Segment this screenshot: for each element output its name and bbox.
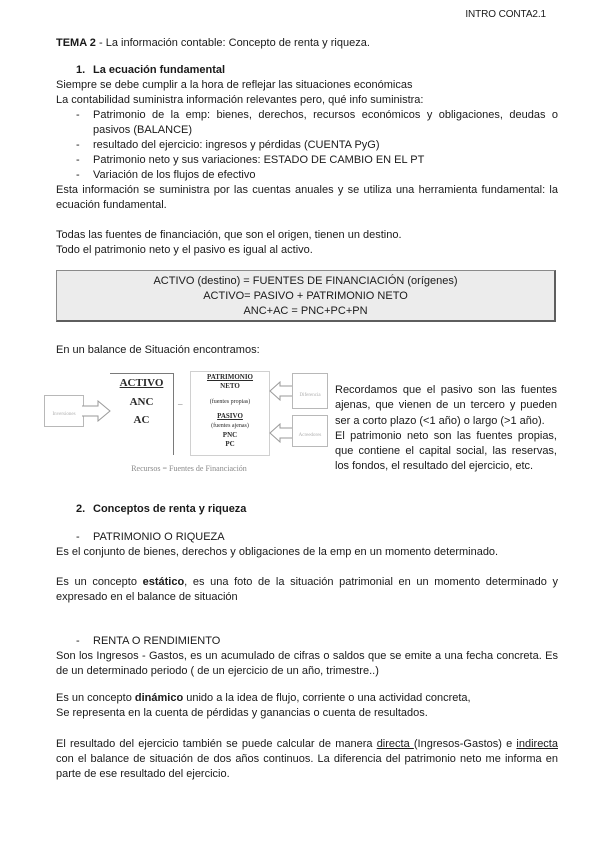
paragraph-line: expresado en el balance de situación — [56, 591, 238, 603]
paragraph-line: Son los Ingresos - Gastos, es un acumulado de cifras o saldos que se emite a una fecha concreta. Es — [56, 650, 558, 662]
pn-note: (fuentes propias) — [209, 399, 251, 405]
bullet-dash: - — [76, 635, 80, 647]
side-note-line: ajenas, que vienen de un tercero y pueden — [335, 399, 557, 412]
arrow-right-icon — [82, 400, 112, 422]
equals-sign: – — [178, 399, 183, 409]
pasivo-box — [190, 411, 270, 456]
bullet-dash: - — [76, 154, 80, 166]
text-run: unido a la idea de flujo, corriente o una actividad concreta, — [183, 692, 471, 704]
paragraph-line: de un determinado periodo ( de un ejercicio de un año, trimestre..) — [56, 665, 379, 677]
bullet-item: Patrimonio de la emp: bienes, derechos, recursos económicos y obligaciones, deudas o — [93, 109, 558, 121]
equation-line: ANC+AC = PNC+PC+PN — [243, 305, 368, 317]
bullet-item: Variación de los flujos de efectivo — [93, 169, 256, 181]
pasivo-title: PASIVO — [217, 412, 243, 420]
underlined-directa: directa — [376, 738, 414, 750]
side-note-line: El patrimonio neto son las fuentes propias, — [335, 429, 557, 442]
patrimonio-neto-box — [190, 371, 270, 413]
paragraph-line — [56, 737, 558, 752]
text-run: El resultado del ejercicio también se puede calcular de manera — [56, 738, 377, 750]
bullet-item-continuation: pasivos (BALANCE) — [93, 124, 193, 136]
diferencia-label: Diferencia — [299, 393, 321, 398]
side-note-line: los fondos, el resultado del ejercicio, etc. — [335, 460, 534, 473]
text-run: Es un concepto — [56, 576, 143, 588]
paragraph-line: Es el conjunto de bienes, derechos y obligaciones de la emp en un momento determinado. — [56, 546, 499, 558]
acreedores-box — [292, 415, 328, 447]
bullet-dash: - — [76, 139, 80, 151]
equation-line: ACTIVO (destino) = FUENTES DE FINANCIACIÓN (orígenes) — [153, 275, 458, 287]
diferencia-box — [292, 373, 328, 409]
activo-column — [110, 373, 174, 455]
bullet-item: resultado del ejercicio: ingresos y pérdidas (CUENTA PyG) — [93, 139, 380, 151]
bullet-item: Patrimonio neto y sus variaciones: ESTADO DE CAMBIO EN EL PT — [93, 154, 425, 166]
inversiones-box — [44, 395, 84, 427]
emphasis-dinamico: dinámico — [134, 692, 184, 704]
underlined-indirecta: indirecta — [516, 738, 558, 750]
diagram-caption: Recursos = Fuentes de Financiación — [131, 464, 247, 473]
text-run: (Ingresos-Gastos) e — [413, 738, 517, 750]
inversiones-label: Inversiones — [52, 412, 76, 417]
subheading-patrimonio: PATRIMONIO O RIQUEZA — [93, 531, 225, 543]
side-note-line: Recordamos que el pasivo son las fuentes — [335, 384, 557, 396]
bullet-dash: - — [76, 109, 80, 121]
pn-title: PATRIMONIO — [206, 373, 254, 381]
side-note-line: que contiene el capital social, las reservas, — [335, 445, 557, 458]
summary-line: Esta información se suministra por las cuentas anuales y se utiliza una herramienta fundamental: la — [56, 184, 558, 196]
arrow-left-icon — [269, 423, 293, 443]
bullet-dash: - — [76, 531, 80, 543]
section-2-heading: Conceptos de renta y riqueza — [93, 503, 247, 515]
balance-intro: En un balance de Situación encontramos: — [56, 344, 260, 356]
emphasis-estatico: estático — [142, 576, 185, 588]
equation-box — [56, 270, 556, 322]
pasivo-item: PC — [225, 440, 235, 448]
summary-line: ecuación fundamental. — [56, 199, 167, 211]
paragraph-line: con el balance de situación de dos años continuos. La diferencia del patrimonio neto me informa en — [56, 753, 558, 765]
arrow-left-icon — [269, 381, 293, 401]
pn-sub: NETO — [220, 382, 240, 390]
equation-line: ACTIVO= PASIVO + PATRIMONIO NETO — [203, 290, 408, 302]
section-2-number: 2. — [76, 503, 86, 515]
activo-item: AC — [133, 414, 150, 426]
pasivo-item: PNC — [222, 431, 238, 439]
acreedores-label: Acreedores — [298, 433, 322, 438]
page-header-code: INTRO CONTA2.1 — [465, 9, 546, 20]
title-label: TEMA 2 — [56, 37, 96, 49]
activo-title: ACTIVO — [119, 377, 164, 389]
section-1-number: 1. — [76, 64, 86, 76]
side-note-line: ser a corto plazo (<1 año) o largo (>1 año). — [335, 414, 545, 427]
paragraph-line: La contabilidad suministra información relevantes pero, qué info suministra: — [56, 94, 424, 106]
title-text: - La información contable: Concepto de renta y riqueza. — [95, 37, 370, 49]
subheading-renta: RENTA O RENDIMIENTO — [93, 635, 221, 647]
side-note — [335, 383, 557, 475]
paragraph-line: Siempre se debe cumplir a la hora de reflejar las situaciones económicas — [56, 79, 413, 91]
activo-item: ANC — [129, 396, 154, 408]
text-run: , es una foto de la situación patrimonial en un momento determinado y — [184, 576, 558, 588]
balance-diagram — [44, 367, 329, 477]
document-title — [56, 36, 370, 51]
paragraph-line: Se representa en la cuenta de pérdidas y ganancias o cuenta de resultados. — [56, 707, 428, 719]
pasivo-note: (fuentes ajenas) — [211, 423, 249, 429]
bullet-dash: - — [76, 169, 80, 181]
section-1-heading: La ecuación fundamental — [93, 64, 226, 76]
paragraph-line: Todo el patrimonio neto y el pasivo es igual al activo. — [56, 244, 313, 256]
paragraph-line — [56, 691, 471, 706]
paragraph-line — [56, 575, 558, 590]
text-run: Es un concepto — [56, 692, 135, 704]
paragraph-line: parte de ese resultado del ejercicio. — [56, 768, 230, 780]
paragraph-line: Todas las fuentes de financiación, que son el origen, tienen un destino. — [56, 229, 402, 241]
